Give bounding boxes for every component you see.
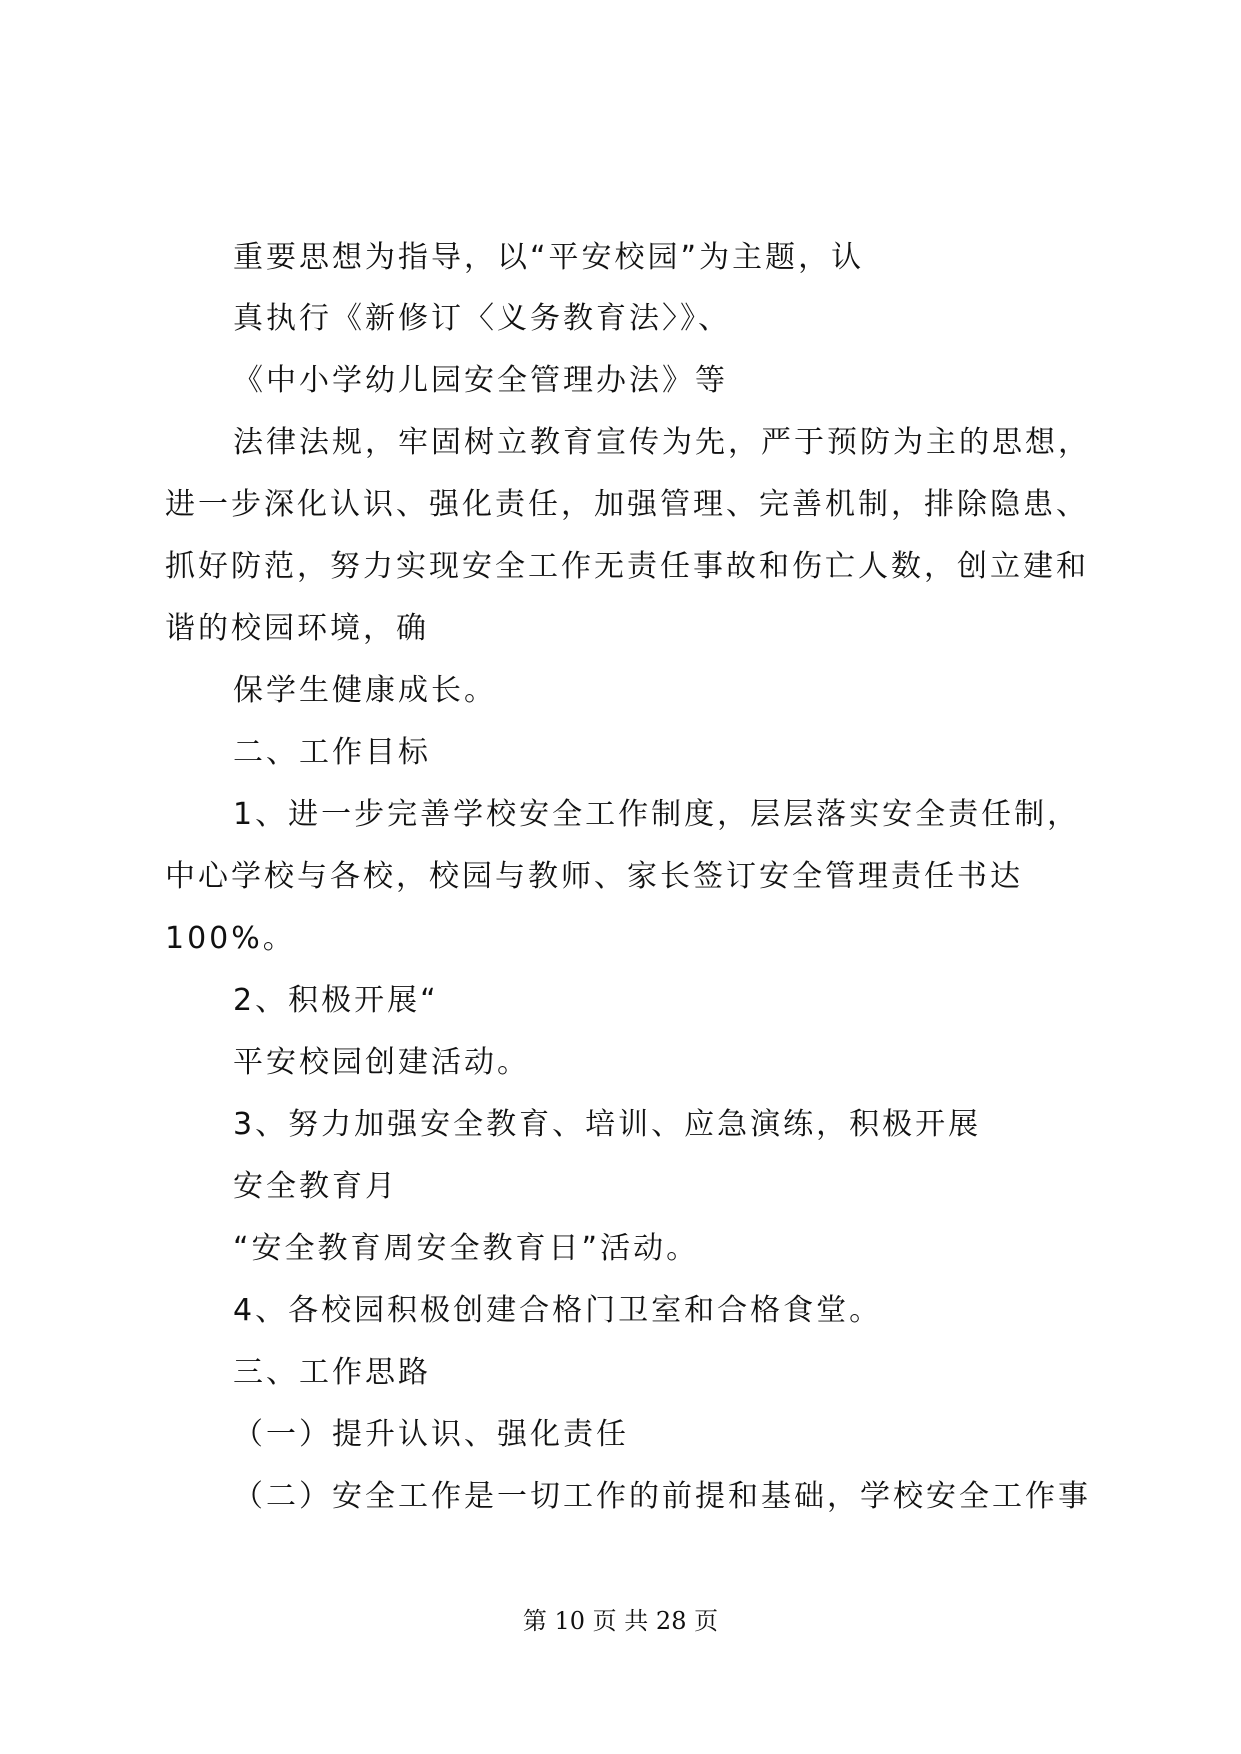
text-line: （二）安全工作是一切工作的前提和基础，学校安全工作事 bbox=[233, 1479, 1091, 1514]
text-line: 平安校园创建活动。 bbox=[233, 1045, 530, 1080]
text-line: “安全教育周安全教育日”活动。 bbox=[233, 1231, 700, 1266]
text-line: 中心学校与各校，校园与教师、家长签订安全管理责任书达 bbox=[165, 859, 1023, 894]
page-footer: 第 10 页 共 28 页 bbox=[522, 1607, 719, 1635]
text-line: 法律法规，牢固树立教育宣传为先，严于预防为主的思想， bbox=[233, 425, 1091, 460]
text-line: 真执行《新修订〈义务教育法〉》、 bbox=[233, 301, 731, 336]
text-line: （一）提升认识、强化责任 bbox=[233, 1417, 629, 1452]
text-line: 进一步深化认识、强化责任，加强管理、完善机制，排除隐患、 bbox=[165, 487, 1089, 522]
text-line: 《中小学幼儿园安全管理办法》等 bbox=[233, 363, 728, 398]
section-heading: 二、工作目标 bbox=[233, 735, 431, 770]
text-line: 安全教育月 bbox=[233, 1169, 398, 1204]
text-line: 保学生健康成长。 bbox=[233, 673, 497, 708]
text-line: 100%。 bbox=[165, 921, 296, 956]
section-heading: 三、工作思路 bbox=[233, 1355, 431, 1390]
text-line: 2、积极开展“ bbox=[233, 983, 439, 1018]
text-line: 1、进一步完善学校安全工作制度，层层落实安全责任制， bbox=[233, 797, 1081, 832]
text-line: 谐的校园环境，确 bbox=[165, 611, 429, 646]
text-line: 重要思想为指导，以“平安校园”为主题，认 bbox=[233, 240, 865, 275]
text-line: 3、努力加强安全教育、培训、应急演练，积极开展 bbox=[233, 1107, 982, 1142]
text-line: 抓好防范，努力实现安全工作无责任事故和伤亡人数，创立建和 bbox=[165, 549, 1089, 584]
text-line: 4、各校园积极创建合格门卫室和合格食堂。 bbox=[233, 1293, 883, 1328]
